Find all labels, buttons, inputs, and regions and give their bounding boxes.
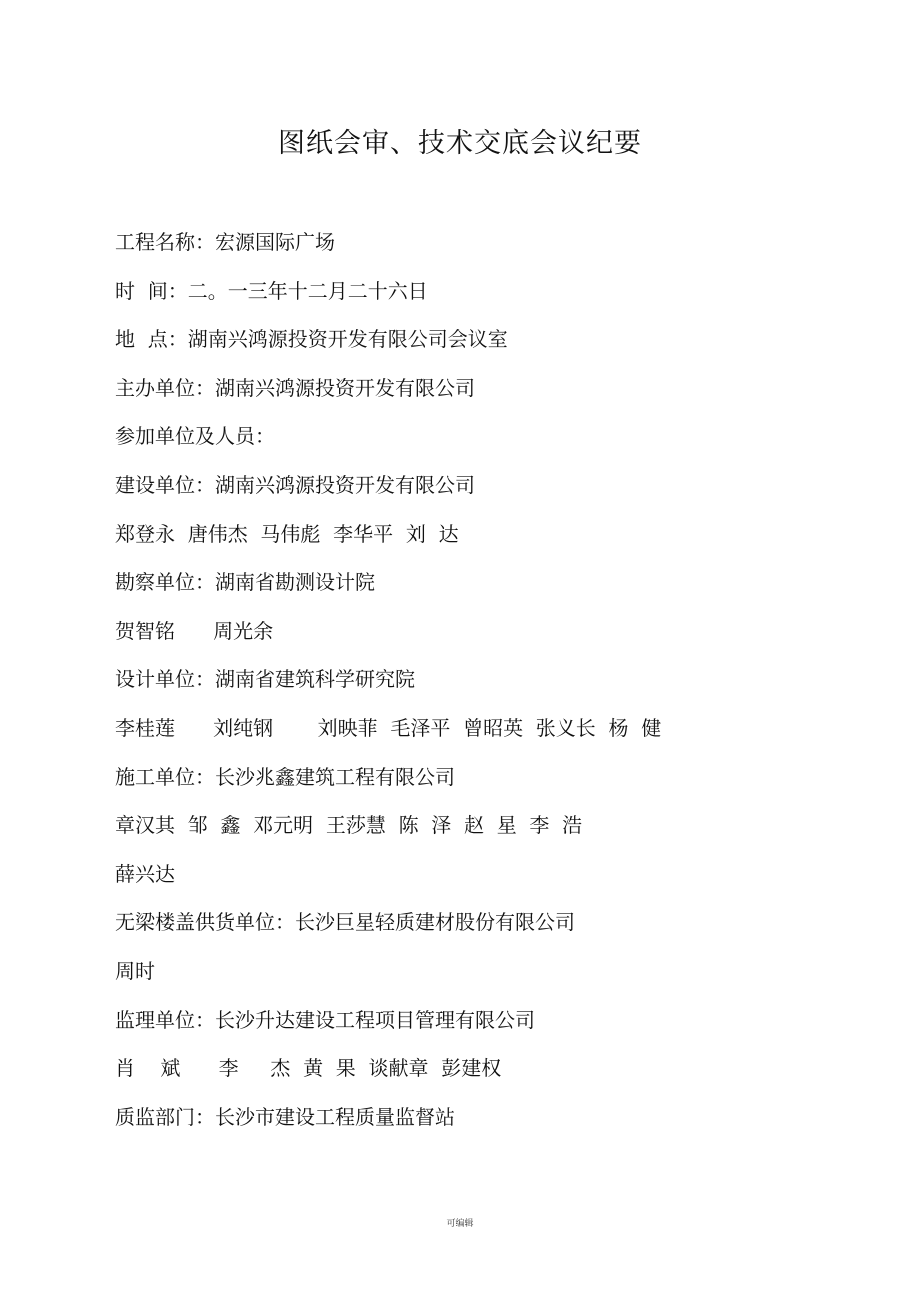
construction-unit-line: 建设单位：湖南兴鸿源投资开发有限公司 (115, 472, 475, 497)
survey-unit-people: 贺智铭 周光余 (115, 618, 274, 643)
construction-unit-people: 郑登永 唐伟杰 马伟彪 李华平 刘 达 (115, 521, 459, 546)
design-unit-people: 李桂莲 刘纯钢 刘映菲 毛泽平 曾昭英 张义长 杨 健 (115, 715, 662, 740)
contractor-unit-people: 章汉其 邹 鑫 邓元明 王莎慧 陈 泽 赵 星 李 浩 (115, 813, 583, 838)
meeting-location-line: 地 点：湖南兴鸿源投资开发有限公司会议室 (115, 327, 508, 352)
supervision-unit-line: 监理单位：长沙升达建设工程项目管理有限公司 (115, 1007, 535, 1032)
page-title: 图纸会审、技术交底会议纪要 (278, 128, 642, 159)
document-body (115, 225, 875, 1148)
footer-note: 可编辑 (446, 1219, 474, 1229)
host-unit-line: 主办单位：湖南兴鸿源投资开发有限公司 (115, 375, 475, 400)
supplier-unit-people: 周时 (115, 958, 155, 983)
survey-unit-line: 勘察单位：湖南省勘测设计院 (115, 570, 375, 595)
contractor-unit-line: 施工单位：长沙兆鑫建筑工程有限公司 (115, 764, 455, 789)
project-name-line: 工程名称：宏源国际广场 (115, 230, 335, 254)
design-unit-line: 设计单位：湖南省建筑科学研究院 (115, 667, 415, 692)
supervision-unit-people: 肖 斌 李 杰 黄 果 谈献章 彭建权 (115, 1056, 502, 1081)
participants-heading: 参加单位及人员： (115, 424, 275, 449)
meeting-time-line: 时 间：二。一三年十二月二十六日 (115, 278, 428, 303)
supplier-unit-line: 无梁楼盖供货单位：长沙巨星轻质建材股份有限公司 (115, 910, 575, 935)
quality-supervision-line: 质监部门：长沙市建设工程质量监督站 (115, 1104, 455, 1129)
contractor-unit-people-continued: 薛兴达 (115, 861, 175, 886)
